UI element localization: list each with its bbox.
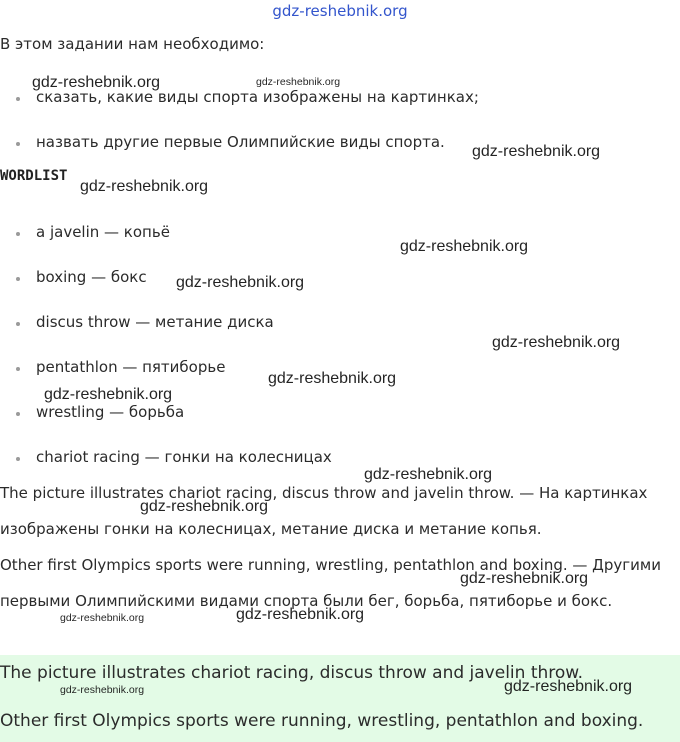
- watermark: gdz-reshebnik.org: [176, 274, 305, 291]
- watermark: gdz-reshebnik.org: [44, 386, 173, 403]
- watermark: gdz-reshebnik.org: [268, 370, 397, 387]
- watermark: gdz-reshebnik.org: [400, 238, 529, 255]
- explanation-paragraph: The picture illustrates chariot racing, discus throw and javelin throw. — На картинках изображены гонки на колесницах, метание диска и метание копья.: [0, 484, 648, 538]
- wordlist-item: chariot racing — гонки на колесницах: [18, 448, 332, 466]
- watermark: gdz-reshebnik.org: [140, 498, 269, 515]
- wordlist-item: discus throw — метание диска: [18, 313, 274, 331]
- task-item: сказать, какие виды спорта изображены на картинках;: [18, 88, 479, 106]
- watermark: gdz-reshebnik.org: [472, 143, 601, 160]
- watermark: gdz-reshebnik.org: [60, 684, 145, 696]
- site-header-link[interactable]: gdz-reshebnik.org: [272, 2, 408, 20]
- wordlist-item: wrestling — борьба: [18, 403, 184, 421]
- wordlist-item: a javelin — копьё: [18, 223, 170, 241]
- wordlist-title: WORDLIST: [0, 168, 68, 184]
- watermark: gdz-reshebnik.org: [364, 466, 493, 483]
- answer-line: Other first Olympics sports were running, wrestling, pentathlon and boxing.: [0, 711, 644, 731]
- watermark: gdz-reshebnik.org: [504, 678, 633, 695]
- intro-text: В этом задании нам необходимо:: [0, 35, 265, 53]
- watermark: gdz-reshebnik.org: [80, 178, 209, 195]
- watermark: gdz-reshebnik.org: [60, 612, 145, 624]
- watermark: gdz-reshebnik.org: [256, 76, 341, 88]
- watermark: gdz-reshebnik.org: [236, 606, 365, 623]
- watermark: gdz-reshebnik.org: [460, 570, 589, 587]
- answer-box: [0, 655, 680, 742]
- explanation-paragraph: Other first Olympics sports were running, wrestling, pentathlon and boxing. — Другими первыми Олимпийскими видами спорта были бег, борьба, пятиборье и бокс.: [0, 556, 661, 610]
- wordlist-item: boxing — бокс: [18, 268, 147, 286]
- wordlist-item: pentathlon — пятиборье: [18, 358, 225, 376]
- watermark: gdz-reshebnik.org: [492, 334, 621, 351]
- watermark: gdz-reshebnik.org: [32, 74, 161, 91]
- answer-line: The picture illustrates chariot racing, discus throw and javelin throw.: [0, 663, 584, 683]
- task-item: назвать другие первые Олимпийские виды спорта.: [18, 133, 445, 151]
